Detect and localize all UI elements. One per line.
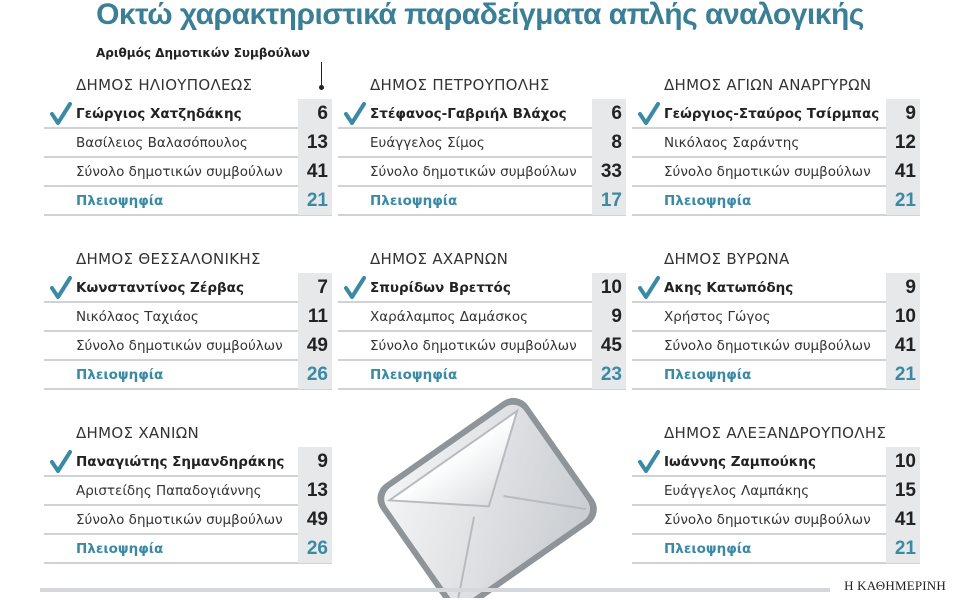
majority-label: Πλειοψηφία bbox=[76, 366, 164, 383]
winner-name: Ιωάννης Ζαμπούκης bbox=[664, 453, 817, 470]
majority-row bbox=[632, 535, 920, 564]
majority-row bbox=[44, 361, 332, 390]
winner-name: Κωνσταντίνος Ζέρβας bbox=[76, 279, 244, 296]
total-label: Σύνολο δημοτικών συμβούλων bbox=[664, 337, 871, 354]
total-row bbox=[44, 158, 332, 187]
runner-up-row bbox=[338, 129, 626, 158]
runner-up-row bbox=[632, 303, 920, 332]
check-icon bbox=[344, 276, 366, 300]
page-title: Οκτώ χαρακτηριστικά παραδείγματα απλής αναλογικής bbox=[96, 0, 864, 31]
municipality-name: ΔΗΜΟΣ ΑΧΑΡΝΩΝ bbox=[370, 250, 509, 268]
majority-label: Πλειοψηφία bbox=[370, 192, 458, 209]
runner-up-row bbox=[44, 477, 332, 506]
majority-label: Πλειοψηφία bbox=[370, 366, 458, 383]
total-seats: 45 bbox=[592, 331, 626, 360]
majority-row bbox=[338, 187, 626, 216]
check-icon bbox=[50, 450, 72, 474]
municipality-name: ΔΗΜΟΣ ΘΕΣΣΑΛΟΝΙΚΗΣ bbox=[76, 250, 261, 268]
total-row bbox=[632, 506, 920, 535]
winner-name: Παναγιώτης Σημανδηράκης bbox=[76, 453, 285, 470]
total-seats: 41 bbox=[886, 331, 920, 360]
runner-up-seats: 13 bbox=[298, 476, 332, 505]
majority-seats: 26 bbox=[298, 360, 332, 389]
municipality-name: ΔΗΜΟΣ ΒΥΡΩΝΑ bbox=[664, 250, 790, 268]
municipality-name: ΔΗΜΟΣ ΗΛΙΟΥΠΟΛΕΩΣ bbox=[76, 76, 253, 94]
check-icon bbox=[50, 276, 72, 300]
footer-rule bbox=[40, 588, 830, 592]
total-seats: 41 bbox=[886, 505, 920, 534]
winner-name: Σπυρίδων Βρεττός bbox=[370, 279, 511, 296]
total-seats: 33 bbox=[592, 157, 626, 186]
majority-seats: 21 bbox=[886, 360, 920, 389]
runner-up-seats: 9 bbox=[592, 302, 626, 331]
municipality-name: ΔΗΜΟΣ ΧΑΝΙΩΝ bbox=[76, 424, 199, 442]
winner-name: Στέφανος-Γαβριήλ Βλάχος bbox=[370, 105, 567, 122]
runner-up-row bbox=[632, 477, 920, 506]
runner-up-seats: 13 bbox=[298, 128, 332, 157]
winner-seats: 9 bbox=[886, 273, 920, 302]
majority-seats: 17 bbox=[592, 186, 626, 215]
majority-row bbox=[44, 187, 332, 216]
check-icon bbox=[638, 102, 660, 126]
total-row bbox=[632, 158, 920, 187]
total-label: Σύνολο δημοτικών συμβούλων bbox=[370, 163, 577, 180]
runner-up-row bbox=[338, 303, 626, 332]
runner-up-seats: 15 bbox=[886, 476, 920, 505]
winner-seats: 7 bbox=[298, 273, 332, 302]
total-seats: 41 bbox=[886, 157, 920, 186]
municipality-name: ΔΗΜΟΣ ΑΓΙΩΝ ΑΝΑΡΓΥΡΩΝ bbox=[664, 76, 872, 94]
municipality-block bbox=[338, 248, 626, 390]
winner-name: Γεώργιος-Σταύρος Τσίρμπας bbox=[664, 105, 880, 122]
runner-up-seats: 10 bbox=[886, 302, 920, 331]
runner-up-name: Νικόλαος Σαράντης bbox=[664, 134, 800, 151]
majority-seats: 23 bbox=[592, 360, 626, 389]
total-label: Σύνολο δημοτικών συμβούλων bbox=[76, 337, 283, 354]
municipality-block bbox=[632, 422, 920, 564]
majority-label: Πλειοψηφία bbox=[664, 540, 752, 557]
total-row bbox=[44, 506, 332, 535]
runner-up-name: Βασίλειος Βαλασόπουλος bbox=[76, 134, 248, 151]
winner-row bbox=[632, 100, 920, 129]
winner-seats: 9 bbox=[298, 447, 332, 476]
runner-up-row bbox=[632, 129, 920, 158]
runner-up-name: Ευάγγελος Σίμος bbox=[370, 134, 485, 151]
total-row bbox=[338, 158, 626, 187]
municipality-block bbox=[632, 74, 920, 216]
check-icon bbox=[638, 276, 660, 300]
municipality-block bbox=[44, 74, 332, 216]
majority-seats: 21 bbox=[298, 186, 332, 215]
total-seats: 49 bbox=[298, 505, 332, 534]
total-label: Σύνολο δημοτικών συμβούλων bbox=[76, 511, 283, 528]
winner-seats: 9 bbox=[886, 99, 920, 128]
check-icon bbox=[638, 450, 660, 474]
winner-seats: 10 bbox=[886, 447, 920, 476]
municipality-block bbox=[632, 248, 920, 390]
runner-up-name: Χαράλαμπος Δαμάσκος bbox=[370, 308, 529, 325]
winner-row bbox=[44, 274, 332, 303]
winner-row bbox=[44, 100, 332, 129]
runner-up-name: Νικόλαος Ταχιάος bbox=[76, 308, 199, 325]
winner-seats: 6 bbox=[592, 99, 626, 128]
runner-up-name: Ευάγγελος Λαμπάκης bbox=[664, 482, 810, 499]
runner-up-seats: 12 bbox=[886, 128, 920, 157]
municipality-block bbox=[44, 248, 332, 390]
majority-row bbox=[44, 535, 332, 564]
winner-name: Ακης Κατωπόδης bbox=[664, 279, 794, 296]
winner-row bbox=[44, 448, 332, 477]
total-seats: 49 bbox=[298, 331, 332, 360]
total-label: Σύνολο δημοτικών συμβούλων bbox=[370, 337, 577, 354]
brand-logo: Η ΚΑΘΗΜΕΡΙΝΗ bbox=[844, 578, 946, 593]
majority-row bbox=[338, 361, 626, 390]
envelope-icon bbox=[360, 388, 620, 598]
majority-seats: 21 bbox=[886, 186, 920, 215]
runner-up-seats: 8 bbox=[592, 128, 626, 157]
total-label: Σύνολο δημοτικών συμβούλων bbox=[664, 163, 871, 180]
majority-seats: 21 bbox=[886, 534, 920, 563]
check-icon bbox=[344, 102, 366, 126]
winner-row bbox=[632, 274, 920, 303]
majority-label: Πλειοψηφία bbox=[76, 192, 164, 209]
municipality-block bbox=[44, 422, 332, 564]
runner-up-name: Αριστείδης Παπαδογιάννης bbox=[76, 482, 262, 499]
total-label: Σύνολο δημοτικών συμβούλων bbox=[664, 511, 871, 528]
winner-seats: 10 bbox=[592, 273, 626, 302]
majority-row bbox=[632, 187, 920, 216]
total-row bbox=[632, 332, 920, 361]
majority-label: Πλειοψηφία bbox=[664, 192, 752, 209]
municipality-name: ΔΗΜΟΣ ΑΛΕΞΑΝΔΡΟΥΠΟΛΗΣ bbox=[664, 424, 887, 442]
winner-seats: 6 bbox=[298, 99, 332, 128]
winner-name: Γεώργιος Χατζηδάκης bbox=[76, 105, 242, 122]
winner-row bbox=[632, 448, 920, 477]
seats-note: Αριθμός Δημοτικών Συμβούλων bbox=[96, 46, 310, 60]
majority-row bbox=[632, 361, 920, 390]
winner-row bbox=[338, 274, 626, 303]
total-row bbox=[338, 332, 626, 361]
total-seats: 41 bbox=[298, 157, 332, 186]
total-row bbox=[44, 332, 332, 361]
runner-up-seats: 11 bbox=[298, 302, 332, 331]
total-label: Σύνολο δημοτικών συμβούλων bbox=[76, 163, 283, 180]
winner-row bbox=[338, 100, 626, 129]
runner-up-row bbox=[44, 303, 332, 332]
municipality-name: ΔΗΜΟΣ ΠΕΤΡΟΥΠΟΛΗΣ bbox=[370, 76, 550, 94]
majority-label: Πλειοψηφία bbox=[76, 540, 164, 557]
check-icon bbox=[50, 102, 72, 126]
municipality-block bbox=[338, 74, 626, 216]
majority-seats: 26 bbox=[298, 534, 332, 563]
runner-up-row bbox=[44, 129, 332, 158]
majority-label: Πλειοψηφία bbox=[664, 366, 752, 383]
runner-up-name: Χρήστος Γώγος bbox=[664, 308, 771, 325]
